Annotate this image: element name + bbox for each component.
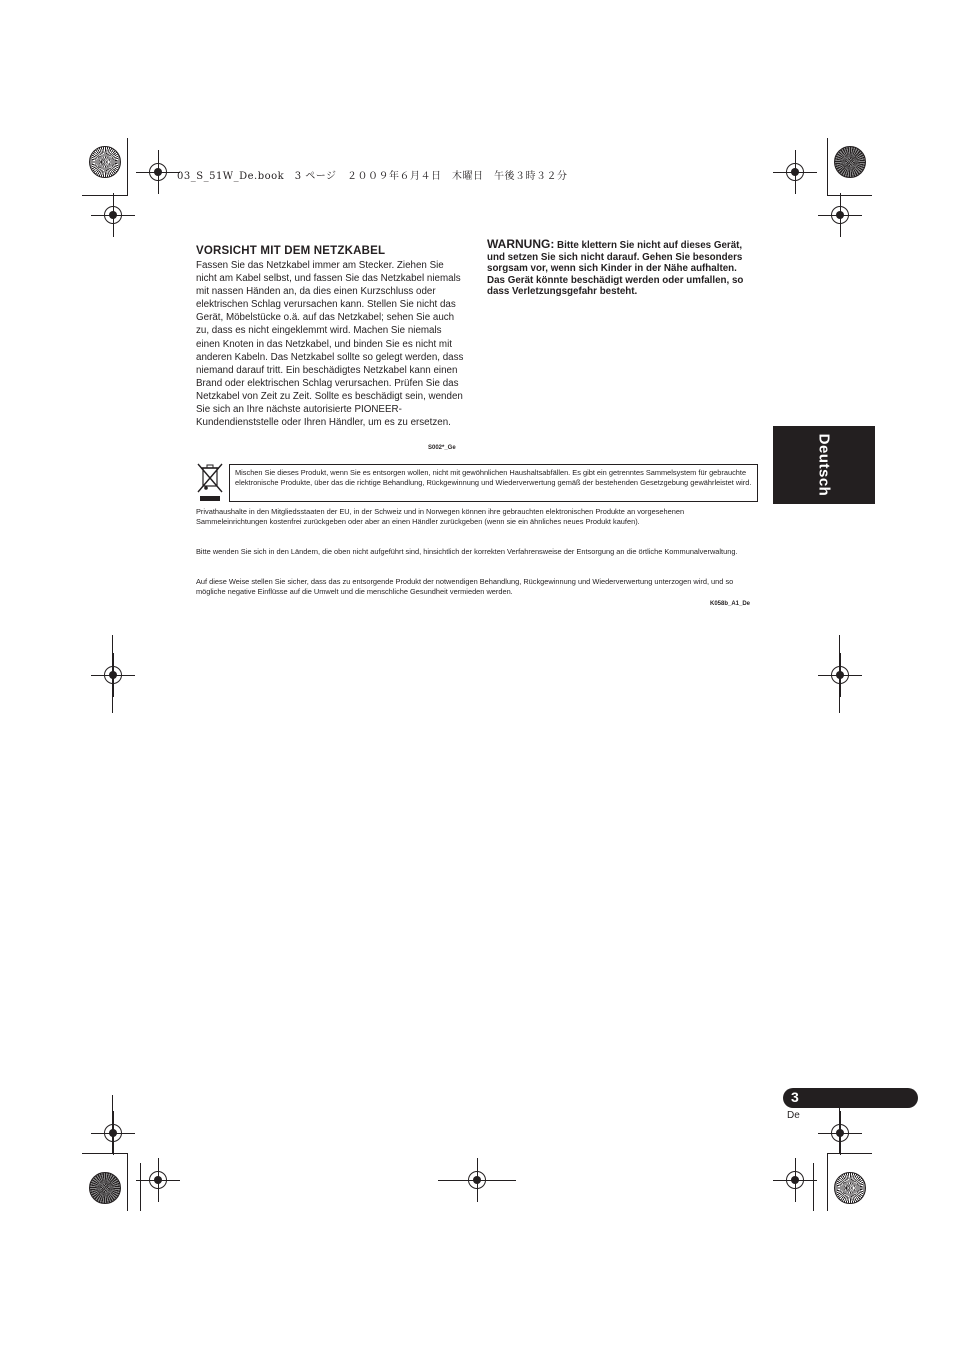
registration-burst-icon — [834, 146, 866, 178]
registration-burst-icon — [89, 1172, 121, 1204]
disposal-paragraph: Privathaushalte in den Mitgliedsstaaten der EU, in der Schweiz und in Norwegen können ihre gebrauchten elektronischen Produkte an vorgesehenen Sammeleinrichtungen kostenfrei zurückgeben oder aber an einen Händler zurückgeben (wenn sie ein ähnliches neues Produkt kaufen). — [196, 507, 685, 526]
page-number: 3 — [791, 1089, 799, 1105]
warning-label: WARNUNG: — [487, 237, 555, 251]
file-header-slug: 03_S_51W_De.book 3 ページ ２００９年６月４日 木曜日 午後３時３２分 — [177, 171, 568, 182]
registration-burst-icon — [89, 146, 121, 178]
disposal-paragraph: Auf diese Weise stellen Sie sicher, dass das zu entsorgende Produkt der notwendigen Behandlung, Rückgewinnung und Wiederverwertung unterzogen wird, und so mögliche negative Einflüsse auf die Umwelt und die menschliche Gesundheit vermieden werden. — [196, 577, 734, 596]
caution-body — [196, 259, 466, 429]
disposal-paragraph: Bitte wenden Sie sich in den Ländern, die oben nicht aufgeführt sind, hinsichtlich der korrekten Verfahrensweise der Entsorgung an die örtliche Kommunalverwaltung. — [196, 547, 738, 556]
caution-code: S002*_Ge — [428, 445, 456, 451]
registration-burst-icon — [834, 1172, 866, 1204]
language-side-tab — [773, 426, 875, 504]
caution-heading: VORSICHT MIT DEM NETZKABEL — [196, 245, 386, 257]
warning-block — [487, 239, 757, 298]
page-number-badge — [783, 1088, 918, 1108]
disposal-notice-box: Mischen Sie dieses Produkt, wenn Sie es entsorgen wollen, nicht mit gewöhnlichen Haushaltsabfällen. Es gibt ein getrenntes Sammelsystem für gebrauchte elektronische Produkte, über das die richtige Behandlung, Rückgewinnung und Wiederverwertung gemäß der bestehenden Gesetzgebung gewährleistet wird. — [229, 464, 758, 502]
crossed-out-wheelie-bin-icon — [196, 462, 224, 502]
warning-text: Bitte klettern Sie nicht auf dieses Gerät, und setzen Sie sich nicht darauf. Gehen Sie besonders sorgsam vor, wenn sich Kinder in der Nähe aufhalten. Das Gerät könnte beschädigt werden oder umfallen, so dass Verletzungsgefahr besteht. — [487, 240, 744, 297]
disposal-code: K058b_A1_De — [710, 601, 751, 607]
language-code: De — [787, 1110, 800, 1121]
caution-text: Fassen Sie das Netzkabel immer am Stecker. Ziehen Sie nicht am Kabel selbst, und fassen Sie das Netzkabel niemals mit nassen Händen an, da dies einen Kurzschluss oder elektrischen Schlag verursachen kann. Stellen Sie nicht das Gerät, Möbelstücke o.ä. auf das Netzkabel; sehen Sie auch zu, dass es nicht eingeklemmt wird. Machen Sie niemals einen Knoten in das Netzkabel, und binden Sie es nicht mit anderen Kabeln. Das Netzkabel sollte so gelegt werden, dass niemand darauf tritt. Ein beschädigtes Netzkabel kann einen Brand oder elektrischen Schlag verursachen. Prüfen Sie das Netzkabel von Zeit zu Zeit. Sollte es beschädigt sein, wenden Sie sich an Ihre nächste autorisierte PIONEER-Kundendienststelle oder Ihren Händler, um es zu ersetzen. — [196, 260, 464, 429]
language-tab-label: Deutsch — [815, 433, 833, 497]
